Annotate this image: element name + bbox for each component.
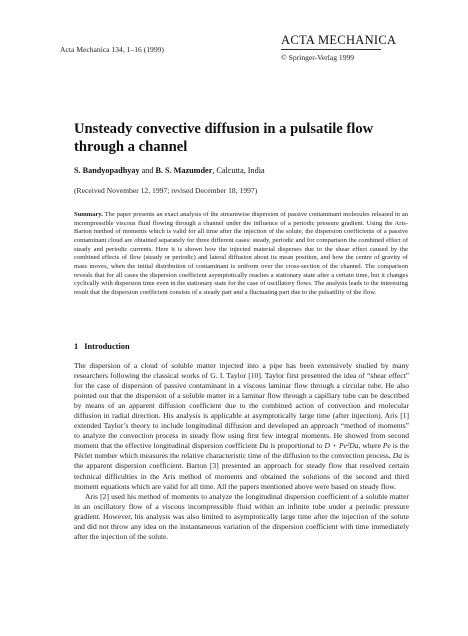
paragraph-text: , where — [358, 441, 383, 451]
section-body — [74, 361, 409, 542]
section-title: Introduction — [84, 342, 130, 351]
author-conjunction: and — [139, 166, 156, 175]
math-expression: D + Pe²Da — [324, 441, 359, 451]
section-heading — [74, 342, 130, 351]
journal-name: ACTA MECHANICA — [281, 33, 397, 47]
author-name: S. Bandyopadhyay — [74, 166, 140, 175]
journal-masthead — [281, 33, 421, 62]
paragraph-text: The dispersion of a cloud of soluble matter injected into a pipe has been extensively studied by many researchers following the classical works of G. I. Taylor [10]. Taylor first presented the idea of “shear effect” for the case of dispersion of passive contaminant in a viscous laminar flow through a circular tube. He also pointed out that the dispersion of a soluble matter in a laminar flow through a capillary tube can be described by means of an apparent diffusion coefficient due to the combined action of convection and molecular diffusion in radial direction. His analysis is applicable at asymptotically large time (after injection). Aris [1] extended Taylor’s theory to include longitudinal diffusion and developed an approach “method of moments” to analyze the convection process in steady flow using first few integral moments. He showed from second moment that the effective longitudinal dispersion coefficient — [74, 361, 409, 451]
author-affiliation: , Calcutta, India — [212, 166, 265, 175]
author-name: B. S. Mazumder — [155, 166, 213, 175]
abstract-label: Summary. — [74, 211, 103, 218]
paragraph: Aris [2] used his method of moments to analyze the longitudinal dispersion coefficient of a soluble matter in an oscillatory flow of a viscous incompressible fluid within an infinite tube under a periodic pressure gradient. However, his analysis was also limited to asymptotically large time after the injection of the solute and did not throw any idea on the instantaneous variation of the dispersion coefficient with time immediately after the injection of the solute. — [74, 491, 409, 541]
author-line — [74, 166, 265, 175]
paragraph-text: is the Péclet number which measures the relative characteristic time of the diffusion to the convection process, — [74, 441, 410, 461]
paragraph-text: is proportional to — [268, 441, 325, 451]
math-symbol: Da — [392, 451, 402, 461]
section-number: 1 — [74, 342, 79, 351]
math-symbol: Pe — [382, 441, 391, 451]
abstract — [74, 211, 408, 298]
paragraph — [74, 361, 409, 492]
article-title: Unsteady convective diffusion in a pulsatile flow through a channel — [74, 121, 374, 155]
math-symbol: Da — [259, 441, 269, 451]
masthead-divider — [281, 49, 381, 50]
received-dates: (Received November 12, 1997; revised December 18, 1997) — [74, 186, 258, 195]
journal-reference: Acta Mechanica 134, 1–16 (1999) — [60, 45, 164, 54]
paragraph-text: is the apparent dispersion coefficient. Barton [3] presented an approach for steady flow that resolved certain technical difficulties in the Aris method of moments and obtained the solutions of the second and third moment equations which are valid for all time. All the papers mentioned above were based on steady flow. — [74, 451, 410, 491]
copyright-notice: © Springer-Verlag 1999 — [281, 53, 355, 62]
abstract-text: The paper presents an exact analysis of the streamwise dispersion of passive contaminant molecules released in an incompressible viscous fluid flowing through a channel under the influence of a periodic pressure gradient. Using the Aris-Barton method of moments which is valid for all time after the injection of the solute, the dispersion coefficients of a passive contaminant cloud are obtained separately for three different cases: steady, periodic and for comparison the combined effect of steady and periodic currents. Here it is shown how the injected material disperses due to the shear effect caused by the combined effects of flow (steady or periodic) and lateral diffusion about its mean position, and how the centre of gravity of mass moves, when the initial distribution of contaminant is uniform over the cross-section of the channel. The comparison reveals that for all cases the dispersion coefficient asymptotically reaches a stationary state after a certain time, but it changes cyclically with dispersion time even in the stationary state for the case of oscillatory flows. The analysis leads to the interesting result that the dispersion coefficient consists of a steady part and a fluctuating part due to the pulsatility of the flow. — [74, 211, 408, 296]
